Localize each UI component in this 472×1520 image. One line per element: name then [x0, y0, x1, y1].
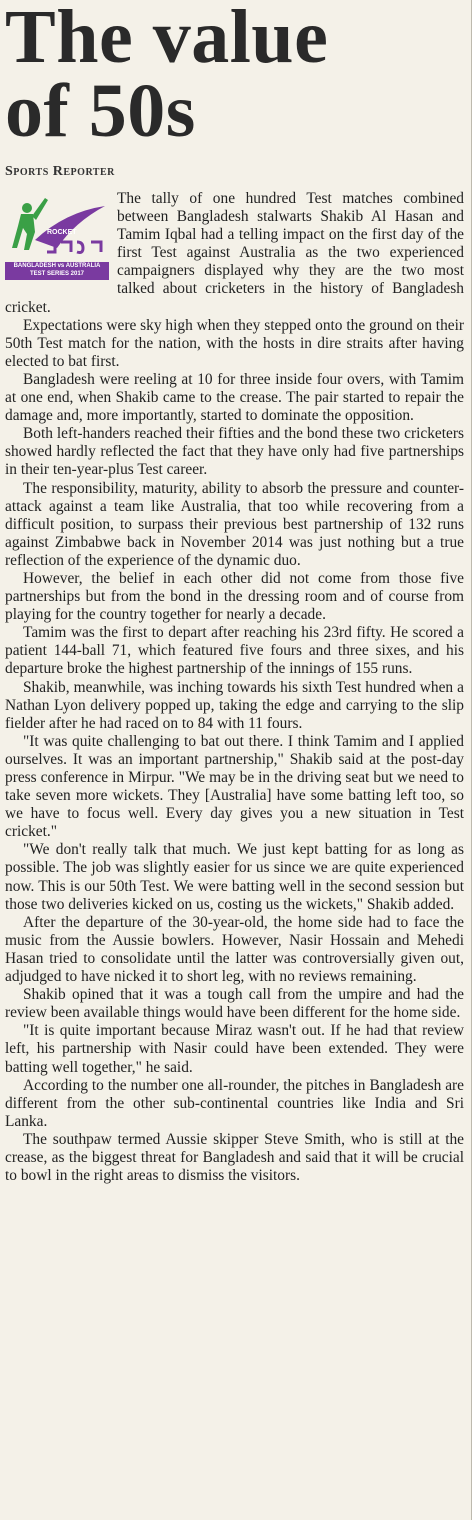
paragraph: The responsibility, maturity, ability to absorb the pressure and counter-attack against a team like Australia, that too while recovering from a difficult position, to surpass their previous best partnership of 132 runs against Zimbabwe back in November 2014 was just nothing but a true reflection of the experience of the dynamic duo. — [5, 479, 464, 569]
paragraph: After the departure of the 30-year-old, the home side had to face the music from the Aussie bowlers. However, Nasir Hossain and Mehedi Hasan tried to consolidate until the latter was controversially given out, adjudged to have nicked it to short leg, with no reviews remaining. — [5, 913, 464, 986]
paragraph: However, the belief in each other did not come from those five partnerships but from the bond in the dressing room and of course from playing for the country together for nearly a decade. — [5, 569, 464, 624]
byline: Sports Reporter — [5, 164, 115, 179]
series-logo — [5, 192, 109, 280]
headline — [5, 0, 464, 153]
paragraph: Tamim was the first to depart after reaching his 23rd fifty. He scored a patient 144-ball 71, which featured five fours and three sixes, and his departure broke the highest partnership of the innings of 155 runs. — [5, 624, 464, 678]
paragraph: Both left-handers reached their fifties and the bond these two cricketers showed hardly reflected the fact that they have only had five partnerships in their ten-year-plus Test career. — [5, 425, 464, 479]
cricketer-logo-icon — [5, 192, 109, 262]
paragraph: The southpaw termed Aussie skipper Steve Smith, who is still at the crease, as the biggest threat for Bangladesh and said that it will be crucial to bowl in the right areas to dismiss the visitors. — [5, 1130, 464, 1185]
logo-series-line-2: TEST SERIES 2017 — [29, 271, 85, 277]
logo-series-banner — [5, 262, 109, 280]
paragraph: Shakib opined that it was a tough call from the umpire and had the review been available things would have been different for the home side. — [5, 986, 464, 1022]
paragraph: According to the number one all-rounder, the pitches in Bangladesh are different from the other sub-continental countries like India and Sri Lanka. — [5, 1076, 464, 1130]
paragraph: "It is quite important because Miraz wasn't out. If he had that review left, his partnership with Nasir could have been extended. They were batting well together," he said. — [5, 1022, 464, 1076]
paragraph: Bangladesh were reeling at 10 for three inside four overs, with Tamim at one end, when Shakib came to the crease. The pair started to repair the damage and, more importantly, started to dominate the opposition. — [5, 370, 464, 425]
paragraph: The tally of one hundred Test matches combined between Bangladesh stalwarts Shakib Al Hasan and Tamim Iqbal had a telling impact on the first day of the first Test against Australia as the two experienced campaigners displayed why they are the two most talked about cricketers in the history of Bangladesh cricket. — [5, 190, 464, 316]
logo-brand-text: ROCKET — [47, 229, 77, 236]
headline-line-1: The value — [5, 0, 329, 79]
paragraph: Expectations were sky high when they stepped onto the ground on their 50th Test match for the nation, with the hosts in dire straits after having elected to bat first. — [5, 316, 464, 370]
paragraph: "It was quite challenging to bat out there. I think Tamim and I applied ourselves. It was an important partnership," Shakib said at the post-day press conference in Mirpur. "We may be in the driving seat but we need to take seven more wickets. They [Australia] have some batting left too, so we have to focus well. Every day gives you a new situation in Test cricket." — [5, 732, 464, 841]
paragraph: "We don't really talk that much. We just kept batting for as long as possible. The job was slightly easier for us since we are quite experienced now. This is our 50th Test. We were batting well in the second session but those two deliveries kicked on us, costing us the wickets," Shakib added. — [5, 841, 464, 913]
article-body — [5, 190, 464, 1185]
headline-line-2: of 50s — [5, 69, 196, 153]
logo-series-line-1: BANGLADESH vs AUSTRALIA — [13, 263, 101, 269]
paragraph: Shakib, meanwhile, was inching towards his sixth Test hundred when a Nathan Lyon delivery popped up, taking the edge and carrying to the slip fielder after he had raced on to 84 with 11 fours. — [5, 678, 464, 732]
